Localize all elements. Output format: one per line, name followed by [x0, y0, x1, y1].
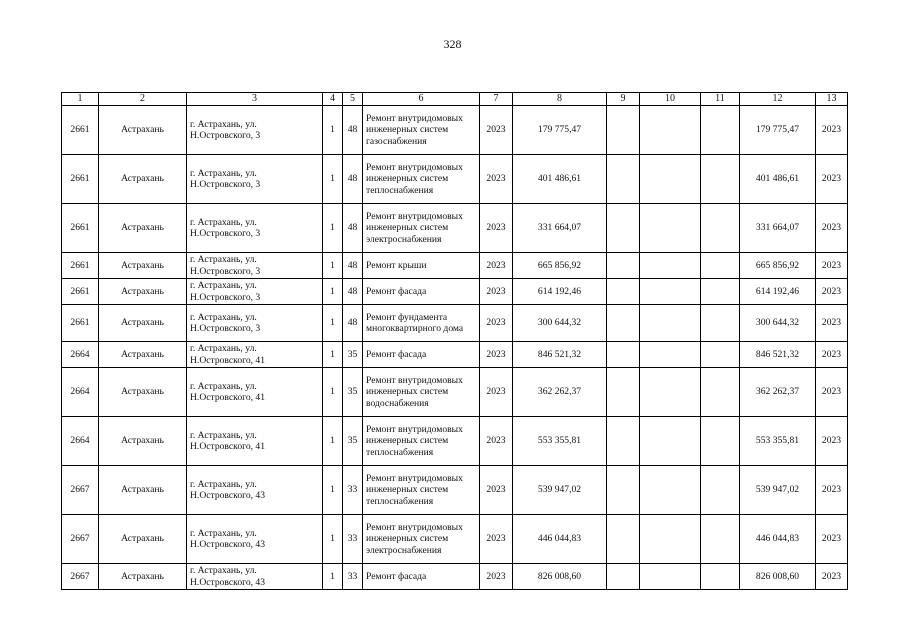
empty-cell — [607, 279, 640, 305]
count-cell: 1 — [323, 305, 343, 342]
work-type-cell: Ремонт внутридомовых инженерных систем газоснабжения — [363, 106, 480, 155]
work-type-cell: Ремонт фасада — [363, 279, 480, 305]
city-cell: Астрахань — [99, 466, 187, 515]
number-cell: 48 — [343, 279, 363, 305]
total-cell: 331 664,07 — [740, 204, 816, 253]
cost-cell: 539 947,02 — [513, 466, 607, 515]
total-cell: 665 856,92 — [740, 253, 816, 279]
empty-cell — [701, 417, 740, 466]
year-cell: 2023 — [480, 466, 513, 515]
year-cell: 2023 — [480, 564, 513, 590]
end-year-cell: 2023 — [816, 417, 848, 466]
empty-cell — [701, 368, 740, 417]
empty-cell — [640, 155, 701, 204]
cost-cell: 553 355,81 — [513, 417, 607, 466]
table-header-row — [62, 93, 848, 106]
end-year-cell: 2023 — [816, 564, 848, 590]
table-row — [62, 279, 848, 305]
empty-cell — [640, 106, 701, 155]
city-cell: Астрахань — [99, 305, 187, 342]
number-cell: 33 — [343, 466, 363, 515]
column-header: 6 — [363, 93, 480, 106]
city-cell: Астрахань — [99, 417, 187, 466]
year-cell: 2023 — [480, 417, 513, 466]
year-cell: 2023 — [480, 204, 513, 253]
work-type-cell: Ремонт внутридомовых инженерных систем теплоснабжения — [363, 155, 480, 204]
table-row — [62, 253, 848, 279]
cost-cell: 446 044,83 — [513, 515, 607, 564]
row-id-cell: 2667 — [62, 466, 99, 515]
column-header: 11 — [701, 93, 740, 106]
address-cell: г. Астрахань, ул. Н.Островского, 3 — [187, 106, 323, 155]
year-cell: 2023 — [480, 279, 513, 305]
empty-cell — [640, 368, 701, 417]
empty-cell — [607, 515, 640, 564]
end-year-cell: 2023 — [816, 155, 848, 204]
row-id-cell: 2661 — [62, 279, 99, 305]
work-type-cell: Ремонт крыши — [363, 253, 480, 279]
cost-cell: 846 521,32 — [513, 342, 607, 368]
number-cell: 48 — [343, 204, 363, 253]
year-cell: 2023 — [480, 253, 513, 279]
work-type-cell: Ремонт внутридомовых инженерных систем электроснабжения — [363, 515, 480, 564]
empty-cell — [640, 305, 701, 342]
work-type-cell: Ремонт внутридомовых инженерных систем теплоснабжения — [363, 466, 480, 515]
city-cell: Астрахань — [99, 155, 187, 204]
empty-cell — [701, 204, 740, 253]
register-table — [61, 92, 848, 590]
address-cell: г. Астрахань, ул. Н.Островского, 3 — [187, 155, 323, 204]
empty-cell — [607, 204, 640, 253]
total-cell: 179 775,47 — [740, 106, 816, 155]
column-header: 12 — [740, 93, 816, 106]
end-year-cell: 2023 — [816, 368, 848, 417]
address-cell: г. Астрахань, ул. Н.Островского, 3 — [187, 279, 323, 305]
count-cell: 1 — [323, 564, 343, 590]
cost-cell: 300 644,32 — [513, 305, 607, 342]
count-cell: 1 — [323, 466, 343, 515]
table-row — [62, 417, 848, 466]
total-cell: 614 192,46 — [740, 279, 816, 305]
cost-cell: 665 856,92 — [513, 253, 607, 279]
work-type-cell: Ремонт фундамента многоквартирного дома — [363, 305, 480, 342]
work-type-cell: Ремонт внутридомовых инженерных систем водоснабжения — [363, 368, 480, 417]
cost-cell: 401 486,61 — [513, 155, 607, 204]
cost-cell: 614 192,46 — [513, 279, 607, 305]
end-year-cell: 2023 — [816, 466, 848, 515]
cost-cell: 331 664,07 — [513, 204, 607, 253]
year-cell: 2023 — [480, 342, 513, 368]
cost-cell: 179 775,47 — [513, 106, 607, 155]
end-year-cell: 2023 — [816, 106, 848, 155]
count-cell: 1 — [323, 342, 343, 368]
address-cell: г. Астрахань, ул. Н.Островского, 41 — [187, 342, 323, 368]
column-header: 13 — [816, 93, 848, 106]
count-cell: 1 — [323, 417, 343, 466]
count-cell: 1 — [323, 515, 343, 564]
end-year-cell: 2023 — [816, 253, 848, 279]
year-cell: 2023 — [480, 305, 513, 342]
city-cell: Астрахань — [99, 253, 187, 279]
year-cell: 2023 — [480, 155, 513, 204]
empty-cell — [607, 106, 640, 155]
year-cell: 2023 — [480, 368, 513, 417]
table-row — [62, 368, 848, 417]
count-cell: 1 — [323, 155, 343, 204]
total-cell: 846 521,32 — [740, 342, 816, 368]
count-cell: 1 — [323, 204, 343, 253]
empty-cell — [701, 342, 740, 368]
empty-cell — [701, 155, 740, 204]
city-cell: Астрахань — [99, 564, 187, 590]
end-year-cell: 2023 — [816, 279, 848, 305]
column-header: 3 — [187, 93, 323, 106]
column-header: 7 — [480, 93, 513, 106]
city-cell: Астрахань — [99, 106, 187, 155]
total-cell: 446 044,83 — [740, 515, 816, 564]
total-cell: 362 262,37 — [740, 368, 816, 417]
table-row — [62, 342, 848, 368]
row-id-cell: 2661 — [62, 106, 99, 155]
work-type-cell: Ремонт внутридомовых инженерных систем электроснабжения — [363, 204, 480, 253]
table-row — [62, 155, 848, 204]
row-id-cell: 2661 — [62, 253, 99, 279]
total-cell: 826 008,60 — [740, 564, 816, 590]
empty-cell — [701, 564, 740, 590]
number-cell: 35 — [343, 342, 363, 368]
address-cell: г. Астрахань, ул. Н.Островского, 43 — [187, 466, 323, 515]
row-id-cell: 2664 — [62, 342, 99, 368]
number-cell: 48 — [343, 253, 363, 279]
empty-cell — [701, 515, 740, 564]
row-id-cell: 2664 — [62, 417, 99, 466]
total-cell: 401 486,61 — [740, 155, 816, 204]
table-row — [62, 106, 848, 155]
cost-cell: 826 008,60 — [513, 564, 607, 590]
row-id-cell: 2661 — [62, 204, 99, 253]
row-id-cell: 2667 — [62, 564, 99, 590]
empty-cell — [640, 466, 701, 515]
count-cell: 1 — [323, 253, 343, 279]
end-year-cell: 2023 — [816, 204, 848, 253]
work-type-cell: Ремонт внутридомовых инженерных систем теплоснабжения — [363, 417, 480, 466]
count-cell: 1 — [323, 279, 343, 305]
row-id-cell: 2661 — [62, 155, 99, 204]
empty-cell — [607, 305, 640, 342]
count-cell: 1 — [323, 106, 343, 155]
total-cell: 539 947,02 — [740, 466, 816, 515]
empty-cell — [640, 253, 701, 279]
total-cell: 300 644,32 — [740, 305, 816, 342]
row-id-cell: 2661 — [62, 305, 99, 342]
page-number: 328 — [443, 37, 462, 51]
number-cell: 33 — [343, 564, 363, 590]
column-header: 5 — [343, 93, 363, 106]
end-year-cell: 2023 — [816, 342, 848, 368]
city-cell: Астрахань — [99, 368, 187, 417]
column-header: 4 — [323, 93, 343, 106]
empty-cell — [607, 417, 640, 466]
city-cell: Астрахань — [99, 342, 187, 368]
empty-cell — [607, 466, 640, 515]
address-cell: г. Астрахань, ул. Н.Островского, 43 — [187, 564, 323, 590]
address-cell: г. Астрахань, ул. Н.Островского, 41 — [187, 368, 323, 417]
number-cell: 48 — [343, 106, 363, 155]
empty-cell — [640, 515, 701, 564]
column-header: 8 — [513, 93, 607, 106]
column-header: 2 — [99, 93, 187, 106]
address-cell: г. Астрахань, ул. Н.Островского, 3 — [187, 204, 323, 253]
city-cell: Астрахань — [99, 279, 187, 305]
year-cell: 2023 — [480, 106, 513, 155]
empty-cell — [607, 342, 640, 368]
table-row — [62, 466, 848, 515]
table-row — [62, 564, 848, 590]
empty-cell — [640, 417, 701, 466]
empty-cell — [640, 342, 701, 368]
address-cell: г. Астрахань, ул. Н.Островского, 41 — [187, 417, 323, 466]
cost-cell: 362 262,37 — [513, 368, 607, 417]
table-row — [62, 515, 848, 564]
address-cell: г. Астрахань, ул. Н.Островского, 43 — [187, 515, 323, 564]
work-type-cell: Ремонт фасада — [363, 564, 480, 590]
work-type-cell: Ремонт фасада — [363, 342, 480, 368]
row-id-cell: 2667 — [62, 515, 99, 564]
address-cell: г. Астрахань, ул. Н.Островского, 3 — [187, 305, 323, 342]
number-cell: 48 — [343, 155, 363, 204]
number-cell: 48 — [343, 305, 363, 342]
empty-cell — [701, 253, 740, 279]
empty-cell — [607, 155, 640, 204]
year-cell: 2023 — [480, 515, 513, 564]
end-year-cell: 2023 — [816, 305, 848, 342]
address-cell: г. Астрахань, ул. Н.Островского, 3 — [187, 253, 323, 279]
empty-cell — [640, 204, 701, 253]
city-cell: Астрахань — [99, 515, 187, 564]
city-cell: Астрахань — [99, 204, 187, 253]
row-id-cell: 2664 — [62, 368, 99, 417]
count-cell: 1 — [323, 368, 343, 417]
table-row — [62, 305, 848, 342]
empty-cell — [607, 253, 640, 279]
empty-cell — [607, 564, 640, 590]
empty-cell — [640, 279, 701, 305]
number-cell: 33 — [343, 515, 363, 564]
empty-cell — [701, 279, 740, 305]
empty-cell — [701, 466, 740, 515]
total-cell: 553 355,81 — [740, 417, 816, 466]
column-header: 10 — [640, 93, 701, 106]
column-header: 9 — [607, 93, 640, 106]
table-row — [62, 204, 848, 253]
empty-cell — [701, 305, 740, 342]
end-year-cell: 2023 — [816, 515, 848, 564]
empty-cell — [607, 368, 640, 417]
number-cell: 35 — [343, 368, 363, 417]
number-cell: 35 — [343, 417, 363, 466]
column-header: 1 — [62, 93, 99, 106]
empty-cell — [640, 564, 701, 590]
empty-cell — [701, 106, 740, 155]
